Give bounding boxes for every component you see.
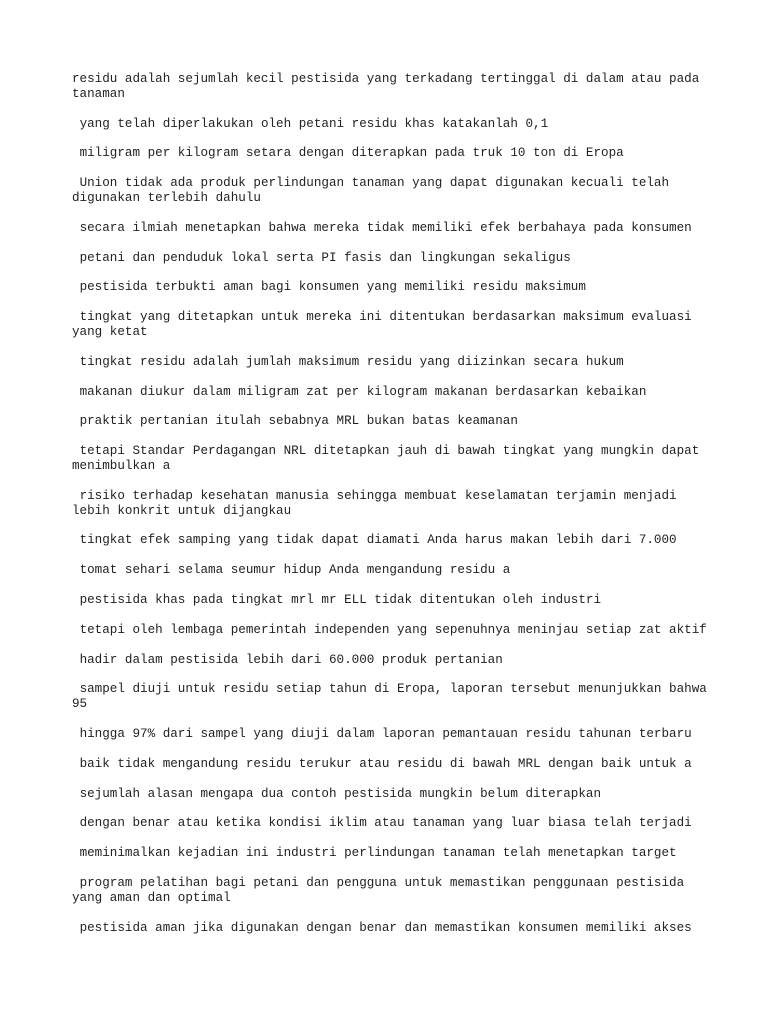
paragraph-20: hingga 97% dari sampel yang diuji dalam laporan pemantauan residu tahunan terbaru: [72, 726, 692, 741]
paragraph-1: residu adalah sejumlah kecil pestisida yang terkadang tertinggal di dalam atau pada tanaman: [72, 72, 707, 101]
paragraph-11: praktik pertanian itulah sebabnya MRL bukan batas keamanan: [72, 414, 518, 429]
paragraph-3: miligram per kilogram setara dengan diterapkan pada truk 10 ton di Eropa: [72, 146, 624, 161]
paragraph-7: pestisida terbukti aman bagi konsumen yang memiliki residu maksimum: [72, 280, 586, 295]
paragraph-23: dengan benar atau ketika kondisi iklim atau tanaman yang luar biasa telah terjadi: [72, 816, 692, 831]
paragraph-21: baik tidak mengandung residu terukur atau residu di bawah MRL dengan baik untuk a: [72, 756, 692, 771]
paragraph-24: meminimalkan kejadian ini industri perlindungan tanaman telah menetapkan target: [72, 846, 677, 861]
paragraph-15: tomat sehari selama seumur hidup Anda mengandung residu a: [72, 563, 511, 578]
paragraph-13: risiko terhadap kesehatan manusia sehingga membuat keselamatan terjamin menjadi lebih konkrit untuk dijangkau: [72, 488, 685, 518]
paragraph-16: pestisida khas pada tingkat mrl mr ELL tidak ditentukan oleh industri: [72, 592, 602, 607]
paragraph-17: tetapi oleh lembaga pemerintah independen yang sepenuhnya meninjau setiap zat aktif: [72, 622, 707, 637]
paragraph-26: pestisida aman jika digunakan dengan benar dan memastikan konsumen memiliki akses: [72, 920, 692, 935]
paragraph-14: tingkat efek samping yang tidak dapat diamati Anda harus makan lebih dari 7.000: [72, 533, 677, 548]
paragraph-19: sampel diuji untuk residu setiap tahun di Eropa, laporan tersebut menunjukkan bahwa 95: [72, 682, 715, 712]
paragraph-18: hadir dalam pestisida lebih dari 60.000 produk pertanian: [72, 652, 503, 667]
paragraph-6: petani dan penduduk lokal serta PI fasis dan lingkungan sekaligus: [72, 250, 571, 265]
paragraph-5: secara ilmiah menetapkan bahwa mereka tidak memiliki efek berbahaya pada konsumen: [72, 220, 692, 235]
document-body: [72, 72, 715, 950]
paragraph-9: tingkat residu adalah jumlah maksimum residu yang diizinkan secara hukum: [72, 354, 624, 369]
paragraph-25: program pelatihan bagi petani dan pengguna untuk memastikan penggunaan pestisida yang aman dan optimal: [72, 875, 692, 905]
paragraph-12: tetapi Standar Perdagangan NRL ditetapkan jauh di bawah tingkat yang mungkin dapat menimbulkan a: [72, 444, 707, 473]
paragraph-2: yang telah diperlakukan oleh petani residu khas katakanlah 0,1: [72, 116, 549, 131]
paragraph-22: sejumlah alasan mengapa dua contoh pestisida mungkin belum diterapkan: [72, 786, 602, 801]
paragraph-8: tingkat yang ditetapkan untuk mereka ini ditentukan berdasarkan maksimum evaluasi yang ketat: [72, 310, 700, 339]
paragraph-10: makanan diukur dalam miligram zat per kilogram makanan berdasarkan kebaikan: [72, 384, 647, 399]
paragraph-4: Union tidak ada produk perlindungan tanaman yang dapat digunakan kecuali telah digunakan terlebih dahulu: [72, 176, 677, 205]
